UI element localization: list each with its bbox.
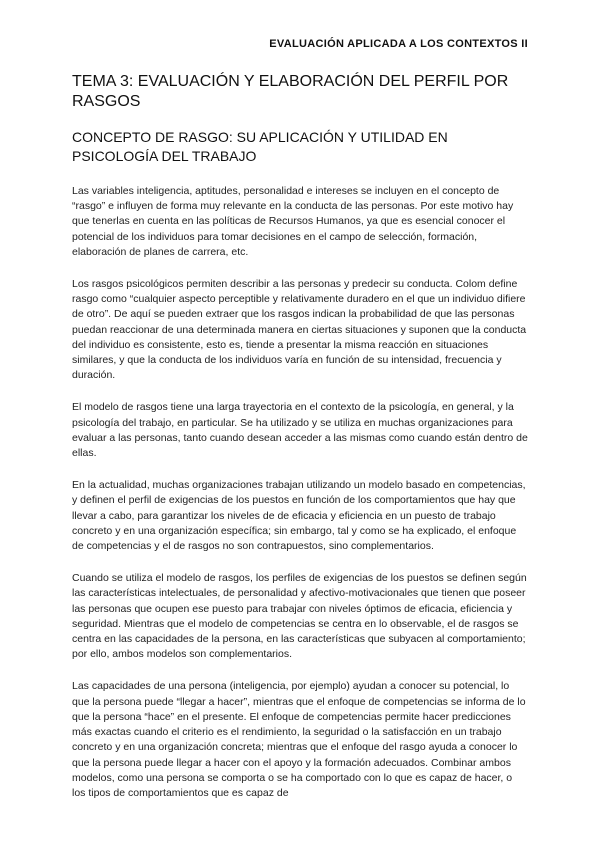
chapter-title: TEMA 3: EVALUACIÓN Y ELABORACIÓN DEL PERFIL POR RASGOS [72,73,509,110]
page-content [72,72,528,801]
paragraph-3: El modelo de rasgos tiene una larga trayectoria en el contexto de la psicología, en general, y la psicología del trabajo, en particular. Se ha utilizado y se utiliza en muchas organizaciones para evaluar a las personas, tanto cuando desean acceder a las mismas como cuando están dentro de ellas. [72,401,528,460]
running-header: EVALUACIÓN APLICADA A LOS CONTEXTOS II [269,38,528,50]
paragraph-2: Los rasgos psicológicos permiten describir a las personas y predecir su conducta. Colom define rasgo como “cualquier aspecto perceptible y relativamente duradero en el que un individuo difiere de otro”. De aquí se pueden extraer que los rasgos indican la probabilidad de que las personas puedan reaccionar de una determinada manera en ciertas situaciones y suponen que la conducta del individuo es consistente, esto es, tiende a presentar la misma reacción en situaciones similares, y que la conducta de los individuos varía en función de su intensidad, frecuencia y duración. [72,278,527,382]
paragraph-1: Las variables inteligencia, aptitudes, personalidad e intereses se incluyen en el concepto de “rasgo” e influyen de forma muy relevante en la conducta de las personas. Por este motivo hay que tenerlas en cuenta en las políticas de Recursos Humanos, ya que es esencial conocer el potencial de los individuos para tomar decisiones en el campo de selección, formación, elaboración de planes de carrera, etc. [72,185,514,258]
paragraph-4: En la actualidad, muchas organizaciones trabajan utilizando un modelo basado en competencias, y definen el perfil de exigencias de los puestos en función de los comportamientos que hay que llevar a cabo, para garantizar los niveles de de eficacia y eficiencia en un puesto de trabajo concreto y en una organización específica; sin embargo, tal y como se ha explicado, el enfoque de competencias y el de rasgos no son contrapuestos, sino complementarios. [72,479,526,553]
paragraph-5: Cuando se utiliza el modelo de rasgos, los perfiles de exigencias de los puestos se definen según las características intelectuales, de personalidad y afectivo-motivacionales que tienen que poseer las personas que ocupen ese puesto para trabajar con niveles óptimos de eficacia, eficiencia y seguridad. Mientras que el modelo de competencias se centra en lo observable, el de rasgos se centra en las capacidades de la persona, en las características que subyacen al comportamiento; por ello, ambos modelos son complementarios. [72,572,527,661]
section-title: CONCEPTO DE RASGO: SU APLICACIÓN Y UTILIDAD EN PSICOLOGÍA DEL TRABAJO [72,129,448,164]
paragraph-6: Las capacidades de una persona (inteligencia, por ejemplo) ayudan a conocer su potencial, lo que la persona puede “llegar a hacer”, mientras que el enfoque de competencias se informa de lo que la persona “hace” en el presente. El enfoque de competencias permite hacer predicciones más exactas cuando el criterio es el rendimiento, la seguridad o la satisfacción en un trabajo concreto y en una organización concreta; mientras que el enfoque del rasgo ayuda a conocer lo que la persona puede llegar a hacer con el apoyo y la formación adecuados. Combinar ambos modelos, como una persona se comporta o se ha comportado con lo que es capaz de hacer, o los tipos de comportamientos que es capaz de [72,680,526,799]
